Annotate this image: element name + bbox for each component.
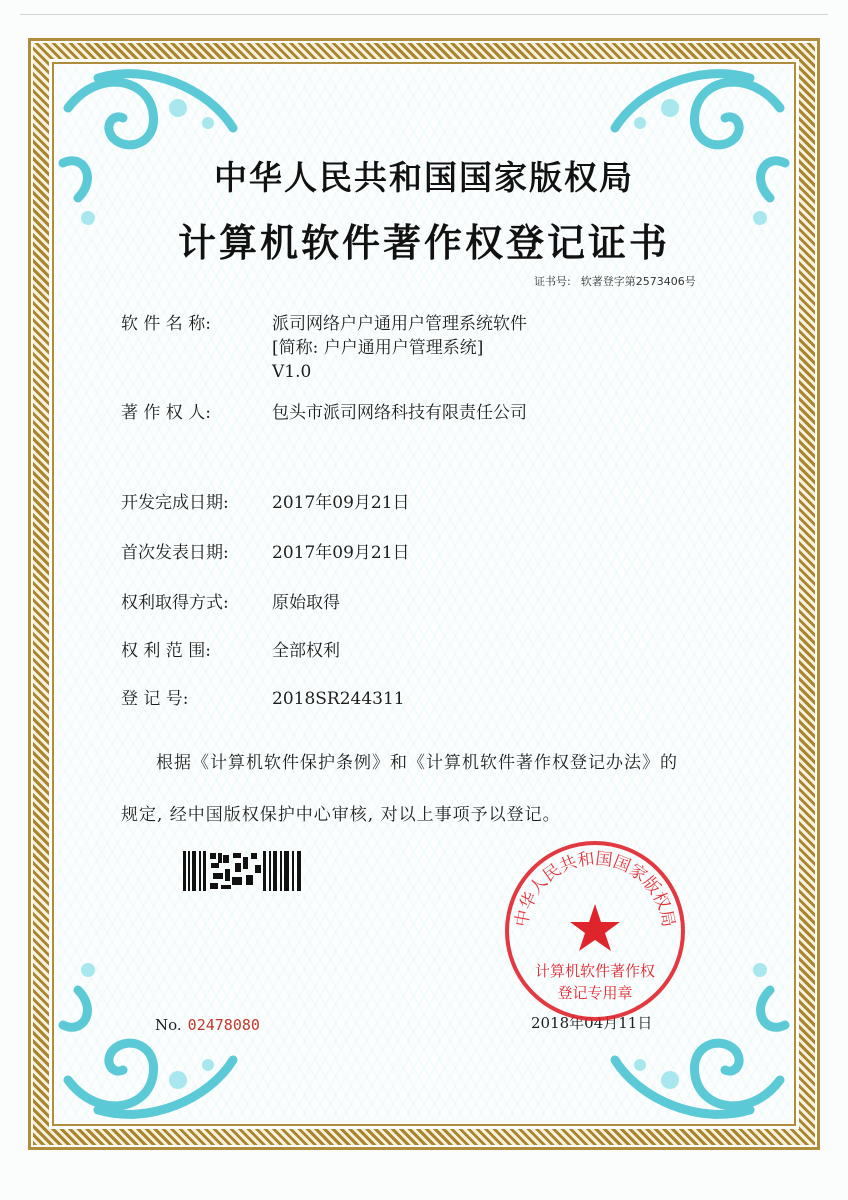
software-version: V1.0 [272,362,312,382]
copyright-owner-value: 包头市派司网络科技有限责任公司 [272,403,527,423]
seal-ring-text: 中华人民共和国国家版权局 [511,848,679,929]
dev-date-label: 开发完成日期: [121,493,229,513]
barcode [183,851,301,891]
software-name-label: 软 件 名 称: [121,314,211,334]
scope-label: 权 利 范 围: [121,641,211,661]
dev-date-value: 2017年09月21日 [272,493,410,513]
registration-number-label: 登 记 号: [121,689,189,709]
certificate-title: 计算机软件著作权登记证书 [177,221,670,265]
copyright-owner-label: 著 作 权 人: [121,403,211,423]
seal-line-2: 登记专用章 [557,984,633,1002]
scope-value: 全部权利 [272,641,340,661]
serial-number [155,1016,260,1034]
serial-label: No. [155,1016,182,1034]
acquire-method-value: 原始取得 [272,593,340,613]
certificate-number-value: 软著登字第2573406号 [580,275,696,288]
software-short-name: [简称: 户户通用户管理系统] [272,338,484,358]
issue-date: 2018年04月11日 [531,1014,653,1032]
certificate-number-label: 证书号: [534,275,571,288]
publish-date-value: 2017年09月21日 [272,543,410,563]
star-icon [570,904,620,951]
software-name-value: 派司网络户户通用户管理系统软件 [272,314,527,334]
serial-value: 02478080 [187,1016,260,1034]
issuing-authority: 中华人民共和国国家版权局 [214,158,634,197]
acquire-method-label: 权利取得方式: [121,593,229,613]
statement-line-1: 根据《计算机软件保护条例》和《计算机软件著作权登记办法》的 [156,753,678,773]
publish-date-label: 首次发表日期: [121,543,229,563]
registration-number-value: 2018SR244311 [272,689,405,709]
certificate-number [534,273,696,289]
official-seal [500,836,690,1026]
statement-line-2: 规定, 经中国版权保护中心审核, 对以上事项予以登记。 [121,805,561,825]
seal-line-1: 计算机软件著作权 [534,962,656,980]
